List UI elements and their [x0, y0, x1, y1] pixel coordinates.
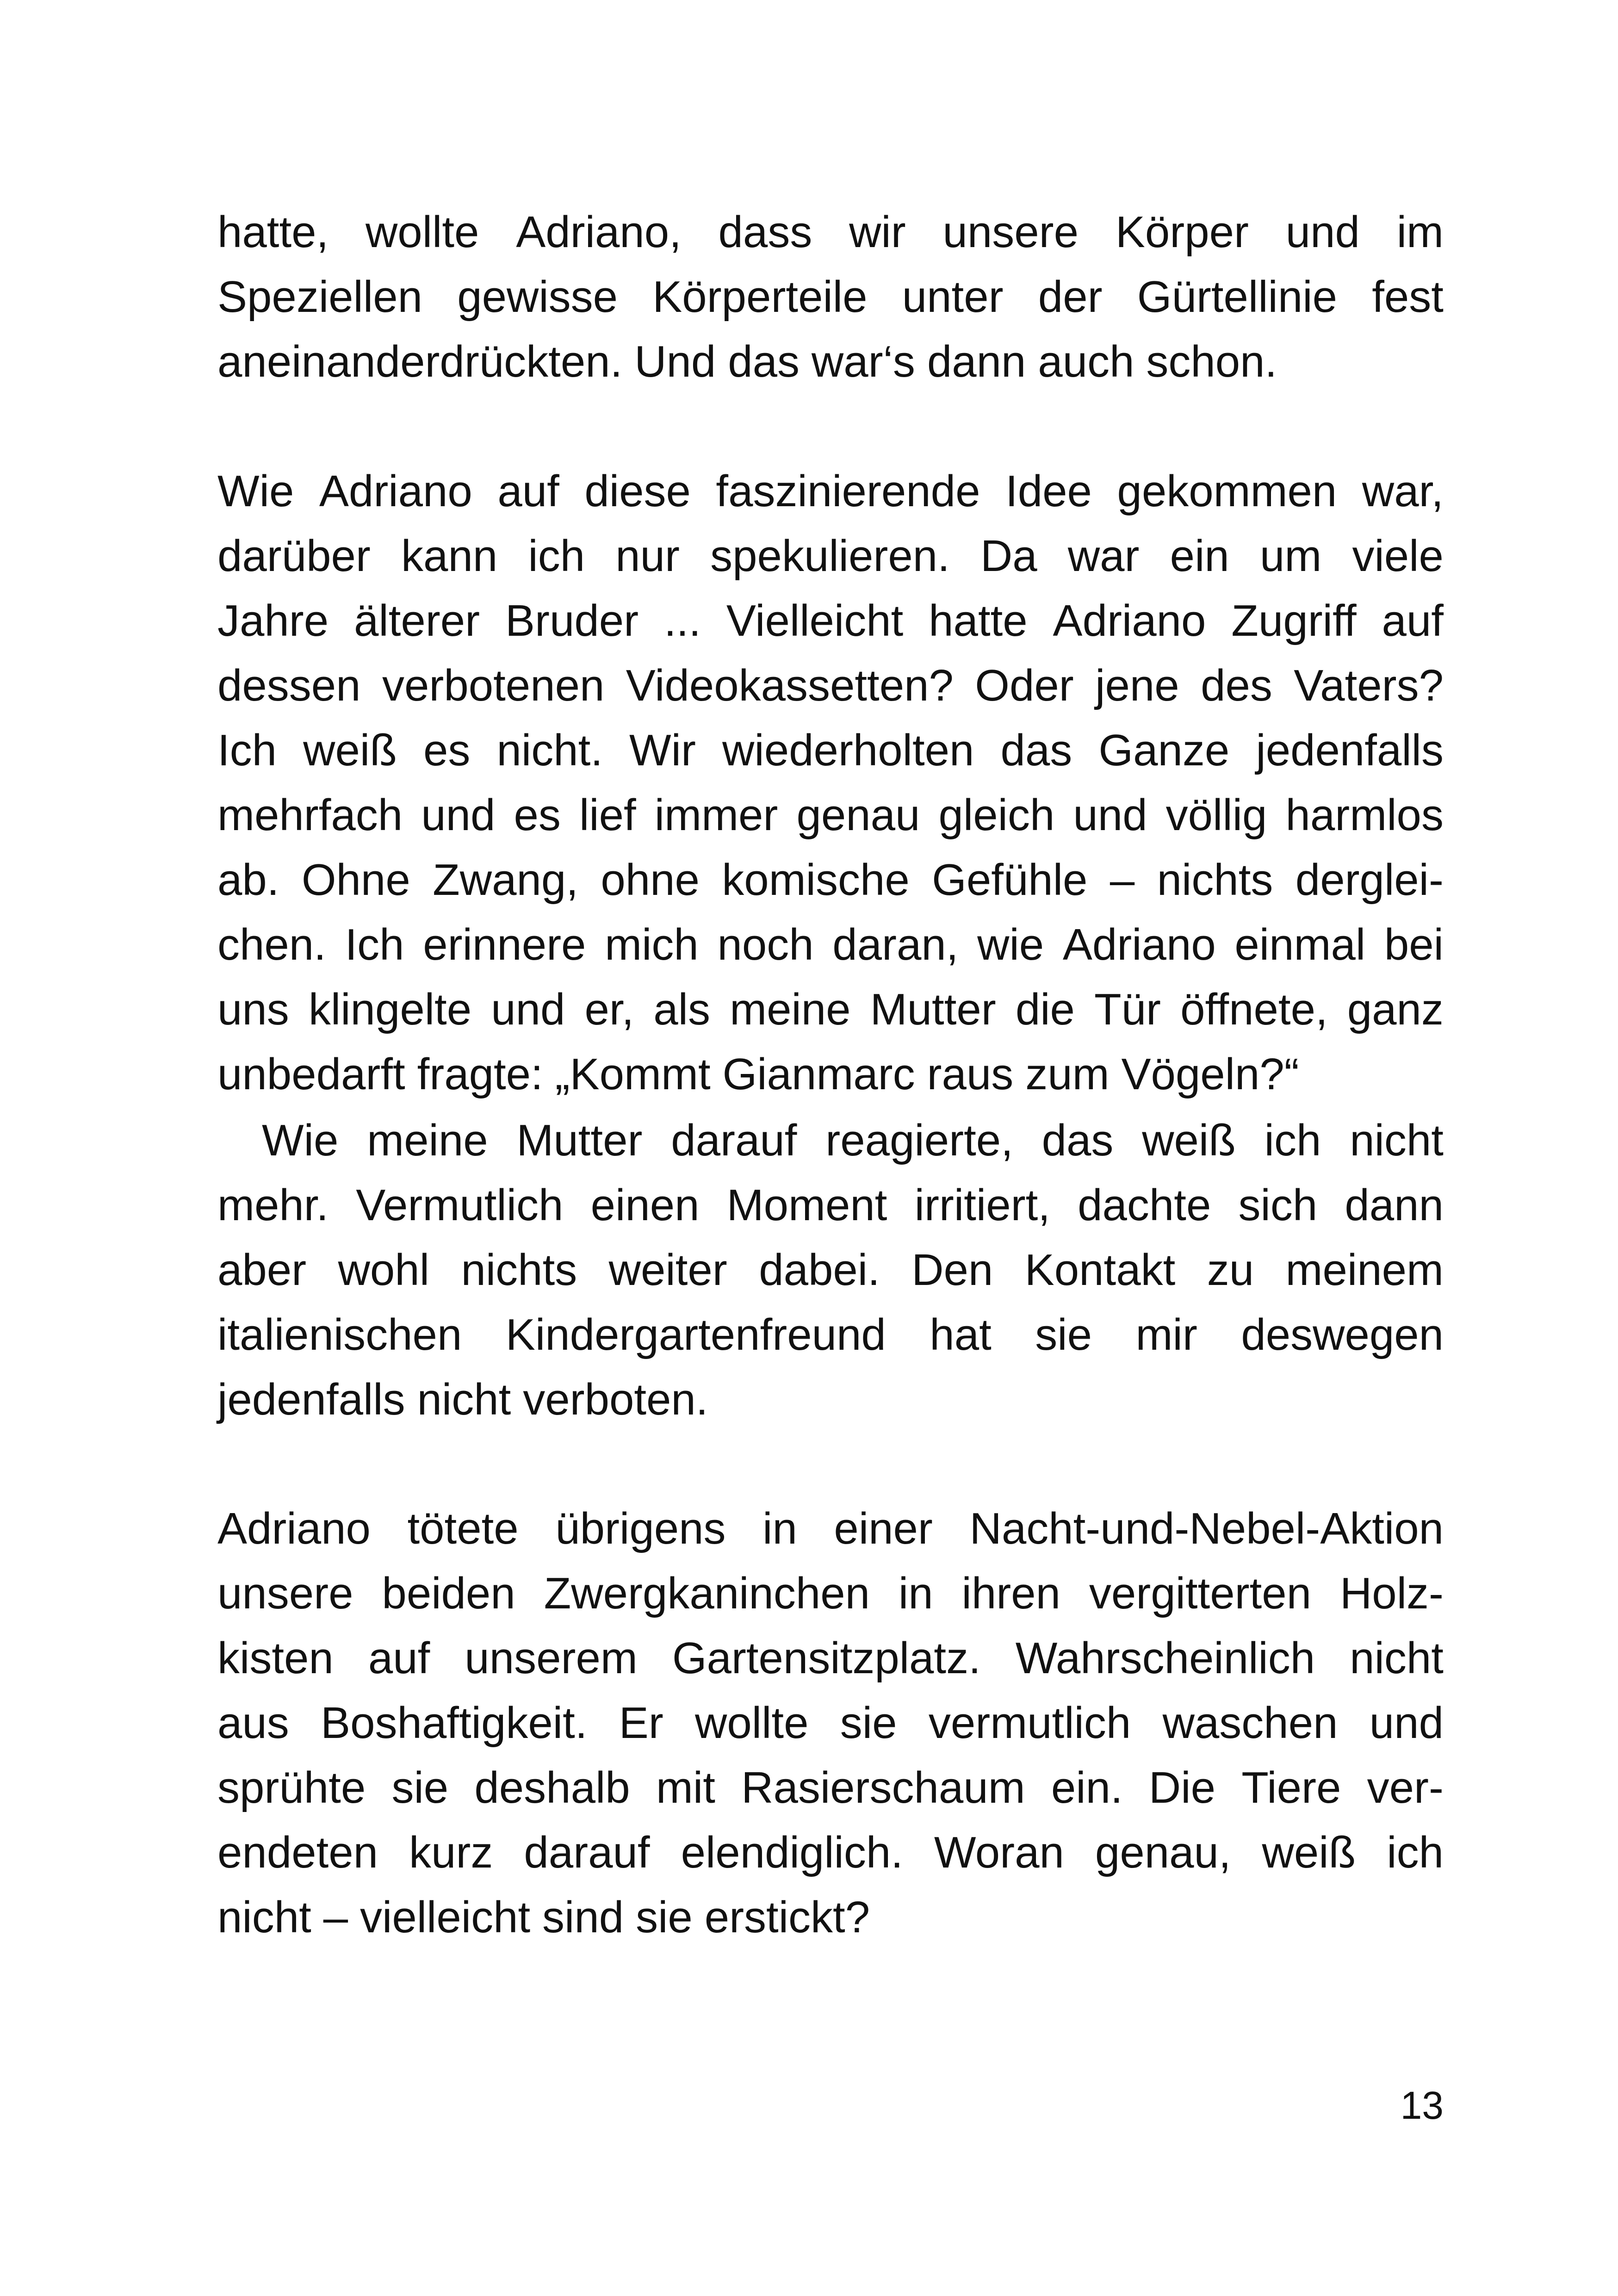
- text-line: [217, 1626, 1444, 1691]
- word: ohne: [601, 855, 700, 905]
- word: Tiere: [1241, 1763, 1341, 1812]
- word: elendiglich.: [681, 1828, 903, 1877]
- word: –: [1110, 855, 1135, 905]
- text-line: [217, 1173, 1444, 1238]
- word: deshalb: [474, 1763, 630, 1812]
- text-line: [217, 329, 1444, 394]
- word: nicht.: [496, 726, 603, 775]
- text-line: [217, 589, 1444, 653]
- text-line: [217, 1561, 1444, 1626]
- word: daran,: [832, 920, 959, 969]
- text-line: [217, 1367, 1444, 1432]
- word: wollte: [695, 1698, 809, 1748]
- word: Vermutlich: [356, 1180, 564, 1230]
- word: sie: [636, 1893, 693, 1942]
- word: gewisse: [457, 272, 618, 322]
- text-line: [217, 1691, 1444, 1756]
- word: und: [1369, 1698, 1444, 1748]
- paragraph-4: [217, 1496, 1444, 1950]
- word: sie: [391, 1763, 449, 1812]
- word: klingelte: [308, 985, 472, 1034]
- word: mehr.: [217, 1180, 329, 1230]
- word: hatte,: [217, 207, 329, 257]
- word: ich: [1387, 1828, 1444, 1877]
- word: Videokassetten?: [626, 661, 954, 710]
- word: das: [1041, 1116, 1114, 1165]
- word: Wie: [262, 1116, 339, 1165]
- word: Kontakt: [1024, 1245, 1176, 1295]
- word: lief: [579, 790, 636, 840]
- word: komische: [722, 855, 910, 905]
- text-line: [217, 524, 1444, 589]
- word: nicht: [217, 1893, 311, 1942]
- text-line: [217, 977, 1444, 1042]
- word: aus: [217, 1698, 289, 1748]
- text-line: [217, 1496, 1444, 1561]
- word: jene: [1095, 661, 1179, 710]
- word: fest: [1372, 272, 1444, 322]
- word: Vaters?: [1294, 661, 1444, 710]
- word: aber: [217, 1245, 307, 1295]
- word: es: [514, 790, 561, 840]
- word: Da: [980, 531, 1037, 581]
- word: meinem: [1285, 1245, 1444, 1295]
- word: war,: [1362, 466, 1444, 516]
- text-line: [217, 718, 1444, 783]
- word: Mutter: [870, 985, 996, 1034]
- word: in: [763, 1504, 797, 1553]
- word: hat: [930, 1310, 992, 1359]
- word: Wir: [629, 726, 696, 775]
- word: derglei-: [1295, 855, 1444, 905]
- word: und: [421, 790, 496, 840]
- word: Er: [619, 1698, 663, 1748]
- word: ver-: [1367, 1763, 1444, 1812]
- word: sind: [542, 1893, 624, 1942]
- word: meine: [730, 985, 851, 1034]
- word: wiederholten: [722, 726, 974, 775]
- word: wohl: [338, 1245, 430, 1295]
- word: noch: [717, 920, 814, 969]
- word: uns: [217, 985, 289, 1034]
- word: Zwergkaninchen: [544, 1569, 870, 1618]
- word: Vögeln?“: [1121, 1049, 1299, 1099]
- word: Gartensitzplatz.: [672, 1633, 981, 1683]
- word: Kindergartenfreund: [505, 1310, 886, 1359]
- word: auf: [497, 466, 559, 516]
- word: genau,: [1095, 1828, 1231, 1877]
- word: immer: [654, 790, 778, 840]
- word: zum: [1025, 1049, 1110, 1099]
- word: genau: [796, 790, 920, 840]
- word: aneinanderdrückten.: [217, 337, 623, 386]
- word: irritiert,: [914, 1180, 1050, 1230]
- word: des: [1201, 661, 1272, 710]
- word: unbedarft: [217, 1049, 405, 1099]
- word: Gürtellinie: [1137, 272, 1337, 322]
- word: darauf: [524, 1828, 650, 1877]
- word: sich: [1238, 1180, 1318, 1230]
- word: kann: [401, 531, 498, 581]
- paragraph-2: [217, 459, 1444, 1107]
- word: unsere: [217, 1569, 353, 1618]
- word: Adriano: [319, 466, 472, 516]
- word: ich: [1264, 1116, 1321, 1165]
- word: gekommen: [1117, 466, 1337, 516]
- word: als: [653, 985, 710, 1034]
- word: Gianmarc: [722, 1049, 915, 1099]
- word: der: [1038, 272, 1103, 322]
- word: es: [423, 726, 471, 775]
- word: dann: [927, 337, 1026, 386]
- word: deswegen: [1241, 1310, 1444, 1359]
- word: auf: [368, 1633, 430, 1683]
- word: endeten: [217, 1828, 378, 1877]
- word: ein: [1170, 531, 1229, 581]
- word: Mutter: [516, 1116, 643, 1165]
- word: sprühte: [217, 1763, 366, 1812]
- word: Vielleicht: [726, 596, 904, 645]
- word: kurz: [409, 1828, 493, 1877]
- word: spekulieren.: [710, 531, 950, 581]
- word: ab.: [217, 855, 279, 905]
- text-line: [217, 1756, 1444, 1820]
- word: Gefühle: [932, 855, 1088, 905]
- text-line: [217, 200, 1444, 265]
- word: reagierte,: [825, 1116, 1013, 1165]
- word: dann: [1345, 1180, 1444, 1230]
- word: verboten.: [523, 1375, 708, 1424]
- word: nicht: [417, 1375, 511, 1424]
- text-line: [217, 1042, 1444, 1107]
- word: –: [323, 1893, 348, 1942]
- word: jedenfalls: [217, 1375, 405, 1424]
- word: diese: [584, 466, 691, 516]
- word: ein.: [1051, 1763, 1123, 1812]
- word: älterer: [354, 596, 480, 645]
- word: italienischen: [217, 1310, 462, 1359]
- word: einen: [590, 1180, 700, 1230]
- word: die: [1015, 985, 1075, 1034]
- text-line: [217, 265, 1444, 329]
- word: nicht: [1350, 1116, 1444, 1165]
- word: Ich: [217, 726, 277, 775]
- word: mich: [605, 920, 699, 969]
- text-line: [217, 1303, 1444, 1367]
- word: Tür: [1094, 985, 1161, 1034]
- paragraph-3: [217, 1108, 1444, 1432]
- word: beiden: [382, 1569, 515, 1618]
- word: Oder: [975, 661, 1074, 710]
- word: hatte: [929, 596, 1028, 645]
- word: einmal: [1234, 920, 1366, 969]
- word: Die: [1148, 1763, 1215, 1812]
- word: Ich: [345, 920, 404, 969]
- word: zu: [1207, 1245, 1254, 1295]
- word: Den: [911, 1245, 993, 1295]
- word: tötete: [407, 1504, 519, 1553]
- word: Wie: [217, 466, 294, 516]
- word: darauf: [671, 1116, 797, 1165]
- word: vermutlich: [928, 1698, 1131, 1748]
- word: Holz-: [1339, 1569, 1444, 1618]
- word: unter: [902, 272, 1004, 322]
- word: mehrfach: [217, 790, 403, 840]
- word: auf: [1382, 596, 1444, 645]
- word: mit: [656, 1763, 715, 1812]
- word: Idee: [1005, 466, 1092, 516]
- word: harmlos: [1285, 790, 1444, 840]
- word: kisten: [217, 1633, 334, 1683]
- word: darüber: [217, 531, 371, 581]
- word: Rasierschaum: [741, 1763, 1025, 1812]
- word: Speziellen: [217, 272, 422, 322]
- word: Jahre: [217, 596, 329, 645]
- word: unsere: [942, 207, 1079, 257]
- word: viele: [1352, 531, 1444, 581]
- word: „Kommt: [555, 1049, 711, 1099]
- word: ...: [663, 596, 701, 645]
- word: nichts: [461, 1245, 577, 1295]
- word: Zugriff: [1231, 596, 1357, 645]
- word: im: [1396, 207, 1444, 257]
- word: Wahrscheinlich: [1015, 1633, 1315, 1683]
- word: übrigens: [555, 1504, 726, 1553]
- word: Und: [634, 337, 716, 386]
- word: erstickt?: [704, 1893, 870, 1942]
- word: weiß: [1142, 1116, 1236, 1165]
- text-line: [217, 783, 1444, 848]
- word: verbotenen: [382, 661, 605, 710]
- text-line: [217, 1108, 1444, 1173]
- word: ihren: [961, 1569, 1060, 1618]
- word: Körper: [1115, 207, 1249, 257]
- word: Woran: [934, 1828, 1064, 1877]
- word: und: [1285, 207, 1360, 257]
- word: nur: [615, 531, 680, 581]
- text-line: [217, 912, 1444, 977]
- word: war‘s: [811, 337, 915, 386]
- word: mir: [1135, 1310, 1197, 1359]
- word: gleich: [938, 790, 1055, 840]
- word: dabei.: [759, 1245, 880, 1295]
- word: nichts: [1157, 855, 1273, 905]
- paragraph-1: [217, 200, 1444, 394]
- word: sie: [840, 1698, 897, 1748]
- word: das: [728, 337, 800, 386]
- word: Ohne: [301, 855, 410, 905]
- text-line: [217, 459, 1444, 524]
- word: vergitterten: [1089, 1569, 1312, 1618]
- word: Adriano: [217, 1504, 371, 1553]
- word: er,: [584, 985, 634, 1034]
- word: Ganze: [1098, 726, 1230, 775]
- word: faszinierende: [716, 466, 980, 516]
- word: völlig: [1165, 790, 1267, 840]
- text-line: [217, 848, 1444, 912]
- word: Nacht-und-Nebel-Aktion: [969, 1504, 1444, 1553]
- word: meine: [367, 1116, 488, 1165]
- word: vielleicht: [360, 1893, 531, 1942]
- word: das: [1000, 726, 1072, 775]
- word: war: [1067, 531, 1140, 581]
- word: und: [491, 985, 565, 1034]
- word: waschen: [1162, 1698, 1338, 1748]
- word: wie: [977, 920, 1044, 969]
- word: wir: [849, 207, 906, 257]
- word: Boshaftigkeit.: [321, 1698, 588, 1748]
- word: ganz: [1347, 985, 1444, 1034]
- word: Bruder: [505, 596, 639, 645]
- text-line: [217, 1885, 1444, 1950]
- word: raus: [927, 1049, 1014, 1099]
- word: dass: [718, 207, 812, 257]
- word: schon.: [1146, 337, 1277, 386]
- word: ich: [528, 531, 585, 581]
- word: chen.: [217, 920, 326, 969]
- text-line: [217, 1820, 1444, 1885]
- word: Adriano: [1053, 596, 1206, 645]
- word: erinnere: [423, 920, 586, 969]
- word: um: [1259, 531, 1322, 581]
- word: weiter: [608, 1245, 727, 1295]
- word: fragte:: [417, 1049, 543, 1099]
- word: bei: [1384, 920, 1444, 969]
- word: Körperteile: [652, 272, 868, 322]
- word: jedenfalls: [1256, 726, 1444, 775]
- text-line: [217, 1238, 1444, 1303]
- word: Adriano,: [516, 207, 682, 257]
- text-line: [217, 653, 1444, 718]
- word: weiß: [303, 726, 397, 775]
- word: und: [1073, 790, 1147, 840]
- word: in: [898, 1569, 933, 1618]
- word: Moment: [726, 1180, 887, 1230]
- word: öffnete,: [1180, 985, 1328, 1034]
- word: einer: [834, 1504, 933, 1553]
- word: weiß: [1262, 1828, 1356, 1877]
- word: Zwang,: [433, 855, 578, 905]
- word: auch: [1038, 337, 1134, 386]
- word: nicht: [1350, 1633, 1444, 1683]
- page-number: 13: [1400, 2084, 1444, 2127]
- word: Adriano: [1062, 920, 1216, 969]
- word: unserem: [465, 1633, 638, 1683]
- word: wollte: [365, 207, 479, 257]
- word: sie: [1035, 1310, 1092, 1359]
- word: dachte: [1078, 1180, 1211, 1230]
- word: dessen: [217, 661, 361, 710]
